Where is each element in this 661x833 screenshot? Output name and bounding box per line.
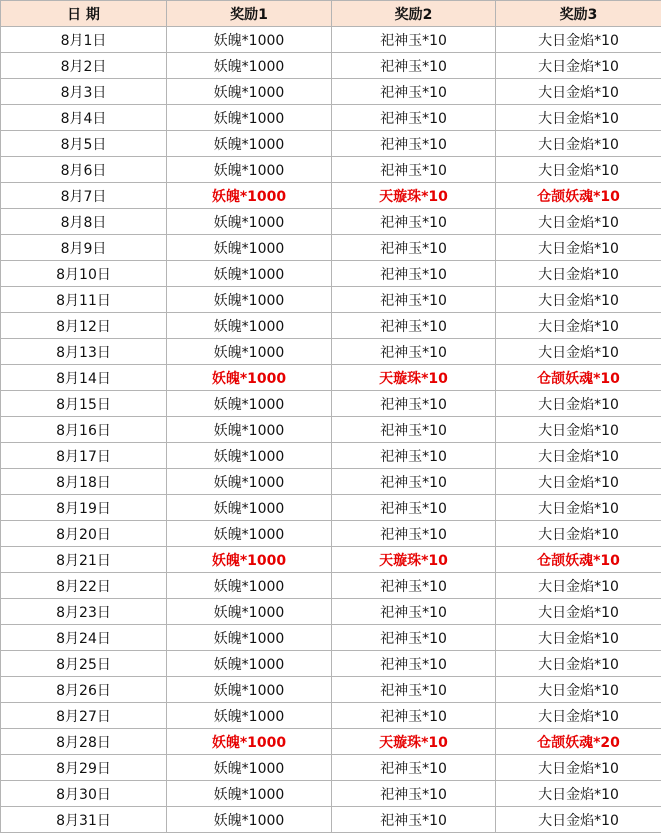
reward-1-cell: 妖魄*1000 — [167, 495, 332, 521]
reward-1-cell: 妖魄*1000 — [167, 521, 332, 547]
table-row — [1, 53, 661, 79]
date-cell: 8月15日 — [1, 391, 167, 417]
date-cell: 8月30日 — [1, 781, 167, 807]
reward-3-cell: 大日金焰*10 — [496, 521, 661, 547]
table-row — [1, 131, 661, 157]
reward-3-cell: 大日金焰*10 — [496, 625, 661, 651]
reward-3-cell: 大日金焰*10 — [496, 261, 661, 287]
reward-1-cell: 妖魄*1000 — [167, 79, 332, 105]
reward-3-cell: 大日金焰*10 — [496, 79, 661, 105]
table-row — [1, 209, 661, 235]
reward-3-cell: 大日金焰*10 — [496, 677, 661, 703]
table-row — [1, 183, 661, 209]
date-cell: 8月29日 — [1, 755, 167, 781]
reward-2-cell: 祀神玉*10 — [332, 521, 496, 547]
reward-3-cell: 大日金焰*10 — [496, 807, 661, 833]
table-row — [1, 313, 661, 339]
reward-2-cell: 祀神玉*10 — [332, 287, 496, 313]
table-row — [1, 287, 661, 313]
reward-3-cell: 大日金焰*10 — [496, 391, 661, 417]
header-date: 日 期 — [1, 1, 167, 27]
reward-1-cell: 妖魄*1000 — [167, 105, 332, 131]
reward-3-cell: 大日金焰*10 — [496, 209, 661, 235]
table-row — [1, 651, 661, 677]
reward-1-cell: 妖魄*1000 — [167, 287, 332, 313]
reward-1-cell: 妖魄*1000 — [167, 807, 332, 833]
reward-1-cell: 妖魄*1000 — [167, 157, 332, 183]
reward-3-cell: 大日金焰*10 — [496, 599, 661, 625]
table-row — [1, 443, 661, 469]
reward-3-cell: 仓颉妖魂*10 — [496, 365, 661, 391]
reward-1-cell: 妖魄*1000 — [167, 781, 332, 807]
reward-2-cell: 祀神玉*10 — [332, 261, 496, 287]
table-row — [1, 495, 661, 521]
reward-1-cell: 妖魄*1000 — [167, 599, 332, 625]
reward-3-cell: 大日金焰*10 — [496, 313, 661, 339]
table-row — [1, 79, 661, 105]
reward-1-cell: 妖魄*1000 — [167, 391, 332, 417]
reward-2-cell: 祀神玉*10 — [332, 573, 496, 599]
date-cell: 8月21日 — [1, 547, 167, 573]
reward-2-cell: 祀神玉*10 — [332, 469, 496, 495]
table-row — [1, 729, 661, 755]
reward-2-cell: 祀神玉*10 — [332, 157, 496, 183]
reward-1-cell: 妖魄*1000 — [167, 365, 332, 391]
reward-3-cell: 大日金焰*10 — [496, 573, 661, 599]
reward-1-cell: 妖魄*1000 — [167, 729, 332, 755]
reward-2-cell: 祀神玉*10 — [332, 235, 496, 261]
table-row — [1, 391, 661, 417]
table-row — [1, 599, 661, 625]
date-cell: 8月28日 — [1, 729, 167, 755]
reward-1-cell: 妖魄*1000 — [167, 677, 332, 703]
table-row — [1, 261, 661, 287]
reward-2-cell: 祀神玉*10 — [332, 209, 496, 235]
reward-3-cell: 大日金焰*10 — [496, 27, 661, 53]
reward-2-cell: 祀神玉*10 — [332, 443, 496, 469]
date-cell: 8月18日 — [1, 469, 167, 495]
reward-1-cell: 妖魄*1000 — [167, 755, 332, 781]
table-row — [1, 755, 661, 781]
date-cell: 8月19日 — [1, 495, 167, 521]
reward-3-cell: 大日金焰*10 — [496, 781, 661, 807]
table-row — [1, 807, 661, 833]
reward-2-cell: 祀神玉*10 — [332, 755, 496, 781]
table-row — [1, 521, 661, 547]
reward-1-cell: 妖魄*1000 — [167, 235, 332, 261]
reward-2-cell: 祀神玉*10 — [332, 79, 496, 105]
header-reward-2: 奖励2 — [332, 1, 496, 27]
reward-2-cell: 祀神玉*10 — [332, 417, 496, 443]
reward-2-cell: 祀神玉*10 — [332, 807, 496, 833]
reward-3-cell: 仓颉妖魂*20 — [496, 729, 661, 755]
reward-1-cell: 妖魄*1000 — [167, 703, 332, 729]
reward-3-cell: 大日金焰*10 — [496, 339, 661, 365]
reward-3-cell: 大日金焰*10 — [496, 157, 661, 183]
reward-1-cell: 妖魄*1000 — [167, 27, 332, 53]
date-cell: 8月8日 — [1, 209, 167, 235]
header-reward-1: 奖励1 — [167, 1, 332, 27]
date-cell: 8月7日 — [1, 183, 167, 209]
reward-3-cell: 大日金焰*10 — [496, 443, 661, 469]
reward-3-cell: 大日金焰*10 — [496, 417, 661, 443]
reward-1-cell: 妖魄*1000 — [167, 547, 332, 573]
date-cell: 8月12日 — [1, 313, 167, 339]
reward-3-cell: 大日金焰*10 — [496, 651, 661, 677]
reward-3-cell: 仓颉妖魂*10 — [496, 183, 661, 209]
date-cell: 8月11日 — [1, 287, 167, 313]
reward-1-cell: 妖魄*1000 — [167, 261, 332, 287]
reward-1-cell: 妖魄*1000 — [167, 209, 332, 235]
reward-1-cell: 妖魄*1000 — [167, 573, 332, 599]
reward-2-cell: 祀神玉*10 — [332, 27, 496, 53]
reward-2-cell: 祀神玉*10 — [332, 625, 496, 651]
table-row — [1, 157, 661, 183]
date-cell: 8月27日 — [1, 703, 167, 729]
reward-2-cell: 天璇珠*10 — [332, 183, 496, 209]
date-cell: 8月3日 — [1, 79, 167, 105]
reward-2-cell: 祀神玉*10 — [332, 677, 496, 703]
reward-1-cell: 妖魄*1000 — [167, 339, 332, 365]
date-cell: 8月22日 — [1, 573, 167, 599]
reward-3-cell: 大日金焰*10 — [496, 287, 661, 313]
reward-1-cell: 妖魄*1000 — [167, 131, 332, 157]
reward-2-cell: 祀神玉*10 — [332, 781, 496, 807]
table-row — [1, 365, 661, 391]
reward-1-cell: 妖魄*1000 — [167, 469, 332, 495]
table-row — [1, 235, 661, 261]
reward-2-cell: 祀神玉*10 — [332, 495, 496, 521]
reward-1-cell: 妖魄*1000 — [167, 313, 332, 339]
reward-3-cell: 大日金焰*10 — [496, 53, 661, 79]
table-row — [1, 547, 661, 573]
date-cell: 8月31日 — [1, 807, 167, 833]
header-reward-3: 奖励3 — [496, 1, 661, 27]
date-cell: 8月26日 — [1, 677, 167, 703]
reward-3-cell: 大日金焰*10 — [496, 131, 661, 157]
date-cell: 8月2日 — [1, 53, 167, 79]
date-cell: 8月25日 — [1, 651, 167, 677]
reward-2-cell: 祀神玉*10 — [332, 131, 496, 157]
table-row — [1, 27, 661, 53]
date-cell: 8月6日 — [1, 157, 167, 183]
reward-1-cell: 妖魄*1000 — [167, 53, 332, 79]
reward-1-cell: 妖魄*1000 — [167, 183, 332, 209]
reward-2-cell: 祀神玉*10 — [332, 105, 496, 131]
table-row — [1, 469, 661, 495]
table-row — [1, 105, 661, 131]
reward-3-cell: 大日金焰*10 — [496, 235, 661, 261]
reward-2-cell: 天璇珠*10 — [332, 365, 496, 391]
reward-2-cell: 祀神玉*10 — [332, 391, 496, 417]
reward-3-cell: 大日金焰*10 — [496, 105, 661, 131]
reward-2-cell: 祀神玉*10 — [332, 703, 496, 729]
reward-2-cell: 天璇珠*10 — [332, 547, 496, 573]
table-row — [1, 339, 661, 365]
table-row — [1, 625, 661, 651]
reward-2-cell: 祀神玉*10 — [332, 53, 496, 79]
date-cell: 8月10日 — [1, 261, 167, 287]
date-cell: 8月14日 — [1, 365, 167, 391]
reward-1-cell: 妖魄*1000 — [167, 443, 332, 469]
reward-3-cell: 大日金焰*10 — [496, 495, 661, 521]
table-header-row — [1, 1, 661, 27]
table-row — [1, 417, 661, 443]
table-row — [1, 703, 661, 729]
reward-2-cell: 祀神玉*10 — [332, 651, 496, 677]
reward-1-cell: 妖魄*1000 — [167, 625, 332, 651]
date-cell: 8月5日 — [1, 131, 167, 157]
table-row — [1, 677, 661, 703]
table-body — [1, 27, 661, 833]
reward-3-cell: 大日金焰*10 — [496, 755, 661, 781]
table-row — [1, 573, 661, 599]
reward-1-cell: 妖魄*1000 — [167, 651, 332, 677]
reward-1-cell: 妖魄*1000 — [167, 417, 332, 443]
date-cell: 8月17日 — [1, 443, 167, 469]
reward-2-cell: 祀神玉*10 — [332, 313, 496, 339]
date-cell: 8月1日 — [1, 27, 167, 53]
date-cell: 8月16日 — [1, 417, 167, 443]
reward-2-cell: 天璇珠*10 — [332, 729, 496, 755]
date-cell: 8月4日 — [1, 105, 167, 131]
reward-3-cell: 大日金焰*10 — [496, 469, 661, 495]
table-row — [1, 781, 661, 807]
reward-3-cell: 仓颉妖魂*10 — [496, 547, 661, 573]
date-cell: 8月20日 — [1, 521, 167, 547]
reward-2-cell: 祀神玉*10 — [332, 599, 496, 625]
reward-3-cell: 大日金焰*10 — [496, 703, 661, 729]
date-cell: 8月9日 — [1, 235, 167, 261]
date-cell: 8月23日 — [1, 599, 167, 625]
date-cell: 8月13日 — [1, 339, 167, 365]
date-cell: 8月24日 — [1, 625, 167, 651]
reward-2-cell: 祀神玉*10 — [332, 339, 496, 365]
